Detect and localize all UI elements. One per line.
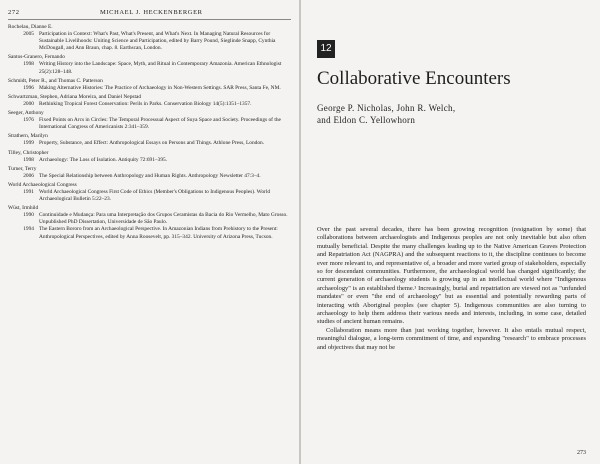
chapter-body: [317, 226, 586, 352]
reference-year: 2000: [23, 100, 34, 107]
reference-year: 1999: [23, 140, 34, 147]
reference-text: Archaeology: The Loss of Isolation. Antiquity 72:691–395.: [39, 156, 168, 163]
left-page-number: 272: [8, 9, 20, 16]
running-head: [8, 9, 291, 19]
body-paragraph: Collaboration means more than just working together, however. It also entails mutual respect, meaningful dialogue, a long-term commitment of time, and expanding "research" to embrace processes and objectives that may not be: [317, 326, 586, 351]
chapter-title: Collaborative Encounters: [317, 68, 511, 89]
reference-year: 1998: [23, 156, 34, 163]
right-page: [301, 0, 600, 464]
reference-entry: [8, 85, 293, 92]
reference-entry: [8, 157, 293, 164]
header-rule: [8, 19, 291, 20]
chapter-authors: [317, 102, 455, 126]
reference-author: Tilley, Christopher: [8, 149, 49, 156]
reference-text: The Special Relationship between Anthropology and Human Rights. Anthropology Newsletter 47:3–4.: [39, 172, 261, 179]
chapter-number-badge: 12: [317, 40, 335, 58]
reference-text: Continuidade e Mudança: Para uma Interpretação dos Grupos Ceramistas da Bacia do Rio Vermelho, Mato Grosso. Unpublished PhD Dissertation, Universidade de São Paulo.: [39, 212, 288, 226]
reference-text: World Archaeological Congress First Code of Ethics (Member's Obligations to Indigenous Peoples). World Archaeological Bulletin 5:22–23.: [39, 188, 271, 203]
reference-author: Turner, Terry: [8, 165, 37, 172]
reference-entry: [8, 212, 293, 226]
reference-entry: [8, 140, 293, 147]
left-page: [0, 0, 299, 464]
reference-author: Strathern, Marilyn: [8, 133, 48, 140]
reference-list: [8, 24, 293, 241]
reference-author: Schmidt, Peter R., and Thomas C. Patterson: [8, 77, 103, 84]
reference-author: Wüst, Irmhild: [8, 205, 39, 212]
reference-year: 1998: [23, 61, 34, 68]
reference-author: Seeger, Anthony: [8, 110, 44, 117]
reference-author: Santos-Granero, Fernando: [8, 54, 65, 61]
reference-year: 1996: [23, 84, 34, 91]
reference-year: 1976: [23, 117, 34, 124]
reference-entry: [8, 31, 293, 52]
authors-line: and Eldon C. Yellowhorn: [317, 115, 416, 125]
reference-author: Rochelau, Dianne E.: [8, 24, 53, 30]
reference-year: 2006: [23, 172, 34, 179]
reference-entry: [8, 117, 293, 131]
reference-text: Fixed Points on Arcs in Circles: The Temporal Processual Aspect of Suya Space and Society. Proceedings of the International Congress of Americanists 2:341–359.: [39, 117, 281, 131]
reference-text: Writing History into the Landscape: Space, Myth, and Ritual in Contemporary Amazonia. American Ethnologist 25(2):128–148.: [39, 61, 282, 75]
reference-text: Making Alternative Histories: The Practice of Archaeology in Non-Western Settings. SAR Press, Santa Fe, NM.: [39, 84, 281, 91]
reference-year: 1991: [23, 188, 34, 195]
reference-year: 1994: [23, 226, 34, 233]
reference-text: Participation in Context: What's Past, What's Present, and What's Next. In Managing Natural Resources for Sustainable Livelihoods: Uniting Science and Participation, edited by Barry Pound, Sieglinde Snapp, Cynthia McDougall, and Ann Braun, chap. 8. Earthscan, London.: [39, 31, 276, 52]
reference-entry: [8, 101, 293, 108]
reference-entry: [8, 189, 293, 203]
reference-author: World Archaeological Congress: [8, 181, 77, 188]
reference-year: 2005: [23, 31, 34, 38]
reference-text: The Eastern Bororo from an Archaeological Perspective. In Amazonian Indians from Prehistory to the Present: Anthropological Perspectives, edited by Anna Roosevelt, pp. 315–342. University of Arizona Press, Tucson.: [39, 226, 278, 240]
reference-entry: [8, 226, 293, 240]
reference-year: 1990: [23, 212, 34, 219]
reference-author: Schwartzman, Stephen, Adriana Moreira, and Daniel Nepstad: [8, 93, 142, 100]
reference-entry: [8, 173, 293, 180]
reference-text: Rethinking Tropical Forest Conservation: Perils in Parks. Conservation Biology 14(5):1351–1357.: [39, 100, 252, 107]
running-head-author: MICHAEL J. HECKENBERGER: [100, 9, 203, 16]
authors-line: George P. Nicholas, John R. Welch,: [317, 103, 456, 113]
reference-entry: [8, 61, 293, 75]
reference-text: Property, Substance, and Effect: Anthropological Essays on Persons and Things. Athlone Press, London.: [39, 140, 265, 147]
right-page-number: 273: [577, 450, 586, 456]
body-paragraph: Over the past several decades, there has been growing recognition (resignation by some) that collaborations between archaeologists and Indigenous peoples are not only inevitable but also often mutually beneficial. Despite the many challenges leading up to the Native American Graves Protection and Repatriation Act (NAGPRA) and the subsequent reactions to it, the discipline continues to become ever more relevant to, and representative of, a broader and more varied group of stakeholders, especially so for descendant communities. Furthermore, the archaeological world has changed significantly; the current generation of archaeology students is growing up in an intellectual world where "Indigenous archaeology" is an established theme.¹ Increasingly, burial and repatriation are viewed not as "unfunded mandates" or even "the end of archaeology" but as essential and potentially rewarding parts of interacting with Aboriginal peoples (see chapter 5). Indigenous communities are also turning to archaeology to help them address their various needs and interests, including, in some case, detailed studies of ancient human remains.: [317, 226, 586, 326]
